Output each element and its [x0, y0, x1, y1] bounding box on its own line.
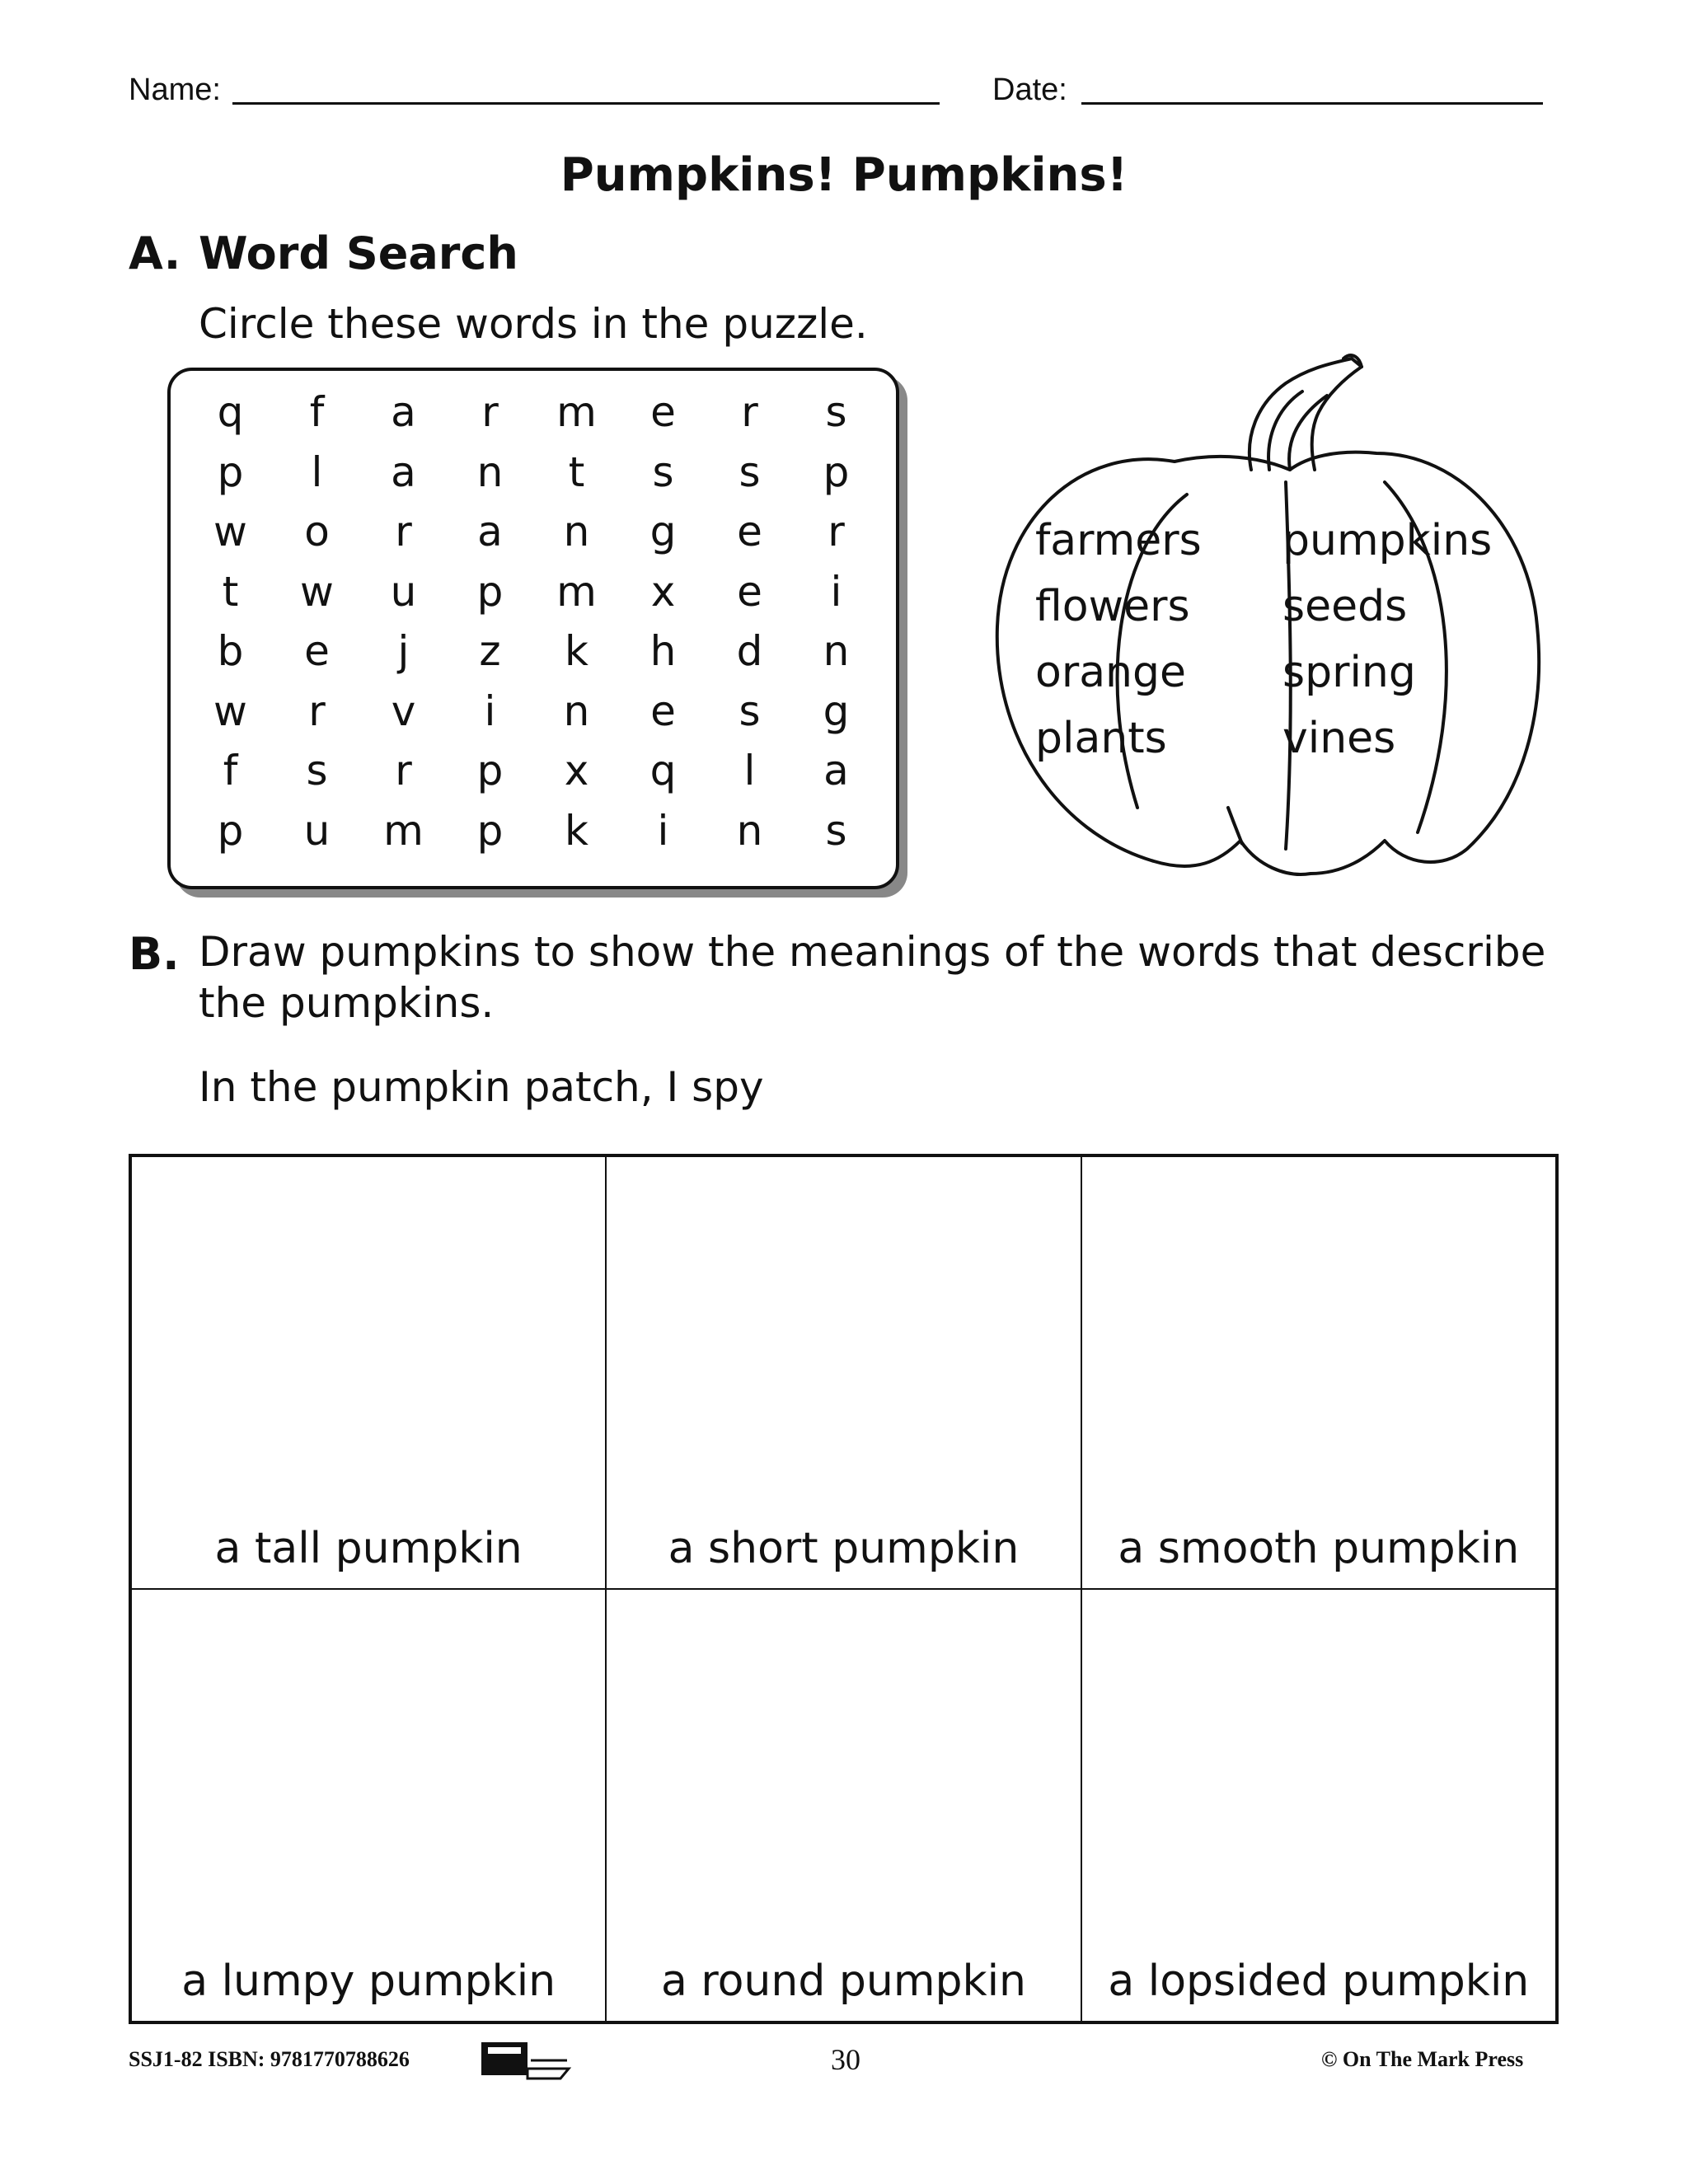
grid-letter[interactable]: x [650, 567, 676, 616]
section-b-instruction-line2: the pumpkins. [199, 979, 495, 1027]
word-list-item: farmers [1035, 516, 1202, 565]
page-number: 30 [831, 2043, 860, 2076]
section-b-instruction-line1: Draw pumpkins to show the meanings of the words that describe [199, 928, 1546, 976]
grid-letter[interactable]: r [828, 508, 845, 556]
grid-letter[interactable]: l [311, 448, 323, 496]
grid-letter[interactable]: x [564, 747, 589, 795]
drawing-box-round[interactable] [606, 1589, 1081, 2022]
grid-letter[interactable]: r [395, 508, 412, 556]
grid-letter[interactable]: p [217, 806, 244, 855]
drawing-box-caption: a lumpy pumpkin [181, 1957, 556, 2006]
word-list-item: spring [1282, 648, 1416, 697]
grid-letter[interactable]: a [391, 388, 416, 437]
word-search-puzzle [167, 368, 899, 889]
word-list-item: flowers [1035, 582, 1190, 631]
grid-letter[interactable]: n [476, 448, 504, 496]
date-label: Date: [992, 73, 1067, 107]
grid-letter[interactable]: m [556, 567, 597, 616]
word-list [1035, 515, 1497, 764]
grid-letter[interactable]: i [830, 567, 842, 616]
grid-letter[interactable]: e [737, 567, 762, 616]
grid-letter[interactable]: n [823, 627, 850, 676]
grid-letter[interactable]: g [823, 687, 850, 735]
grid-letter[interactable]: r [741, 388, 758, 437]
drawing-box-caption: a lopsided pumpkin [1108, 1957, 1530, 2006]
section-a-instruction: Circle these words in the puzzle. [199, 300, 868, 348]
word-list-item: orange [1035, 648, 1187, 697]
grid-letter[interactable]: v [391, 687, 416, 735]
drawing-box-caption: a round pumpkin [660, 1957, 1027, 2006]
drawing-box-tall[interactable] [131, 1156, 606, 1589]
grid-letter[interactable]: s [825, 388, 847, 437]
grid-letter[interactable]: e [737, 508, 762, 556]
section-b-letter: B. [129, 928, 180, 980]
drawing-table [129, 1154, 1559, 2024]
grid-letter[interactable]: b [217, 627, 244, 676]
drawing-box-caption: a short pumpkin [668, 1524, 1020, 1573]
grid-letter[interactable]: p [476, 747, 504, 795]
grid-letter[interactable]: t [568, 448, 585, 496]
grid-letter[interactable]: w [213, 508, 247, 556]
grid-letter[interactable]: p [476, 567, 504, 616]
grid-letter[interactable]: e [650, 687, 676, 735]
grid-letter[interactable]: s [652, 448, 674, 496]
grid-letter[interactable]: f [223, 747, 238, 795]
name-line[interactable] [232, 102, 940, 105]
grid-letter[interactable]: s [738, 448, 761, 496]
drawing-box-smooth[interactable] [1081, 1156, 1556, 1589]
grid-letter[interactable]: q [217, 388, 244, 437]
grid-letter[interactable]: n [563, 687, 590, 735]
grid-letter[interactable]: m [556, 388, 597, 437]
grid-letter[interactable]: r [395, 747, 412, 795]
grid-letter[interactable]: d [736, 627, 763, 676]
page-title: Pumpkins! Pumpkins! [560, 148, 1128, 202]
footer-code: SSJ1-82 ISBN: 9781770788626 [129, 2047, 410, 2071]
grid-letter[interactable]: f [309, 388, 325, 437]
grid-letter[interactable]: t [222, 567, 239, 616]
section-a-heading: Word Search [199, 227, 518, 279]
grid-letter[interactable]: m [383, 806, 424, 855]
drawing-box-caption: a smooth pumpkin [1118, 1524, 1520, 1573]
grid-letter[interactable]: s [738, 687, 761, 735]
grid-letter[interactable]: a [477, 508, 503, 556]
grid-letter[interactable]: a [391, 448, 416, 496]
grid-letter[interactable]: j [397, 627, 410, 676]
grid-letter[interactable]: o [304, 508, 330, 556]
grid-letter[interactable]: w [213, 687, 247, 735]
grid-letter[interactable]: z [479, 627, 501, 676]
word-list-item: pumpkins [1282, 516, 1493, 565]
copier-icon [478, 2036, 577, 2082]
section-a-letter: A. [129, 227, 181, 279]
grid-letter[interactable]: u [390, 567, 417, 616]
grid-letter[interactable]: i [484, 687, 496, 735]
word-list-item: seeds [1282, 582, 1408, 631]
grid-letter[interactable]: w [300, 567, 334, 616]
grid-letter[interactable]: e [650, 388, 676, 437]
grid-letter[interactable]: i [657, 806, 669, 855]
grid-letter[interactable]: p [476, 806, 504, 855]
word-list-item: vines [1282, 714, 1396, 763]
footer-copyright: © On The Mark Press [1321, 2047, 1524, 2071]
grid-letter[interactable]: n [563, 508, 590, 556]
section-b-prompt: In the pumpkin patch, I spy [199, 1063, 764, 1111]
grid-letter[interactable]: p [823, 448, 850, 496]
grid-letter[interactable]: a [823, 747, 849, 795]
letter-grid [187, 382, 879, 860]
drawing-box-short[interactable] [606, 1156, 1081, 1589]
grid-letter[interactable]: n [736, 806, 763, 855]
grid-letter[interactable]: h [649, 627, 677, 676]
grid-letter[interactable]: r [308, 687, 326, 735]
grid-letter[interactable]: u [303, 806, 331, 855]
grid-letter[interactable]: g [649, 508, 677, 556]
word-list-item: plants [1035, 714, 1167, 763]
grid-letter[interactable]: e [304, 627, 330, 676]
date-line[interactable] [1081, 102, 1543, 105]
grid-letter[interactable]: s [825, 806, 847, 855]
grid-letter[interactable]: k [565, 806, 588, 855]
drawing-box-lopsided[interactable] [1081, 1589, 1556, 2022]
grid-letter[interactable]: p [217, 448, 244, 496]
drawing-box-lumpy[interactable] [131, 1589, 606, 2022]
grid-letter[interactable]: l [743, 747, 756, 795]
drawing-box-caption: a tall pumpkin [214, 1524, 523, 1573]
name-label: Name: [129, 73, 221, 107]
grid-letter[interactable]: q [649, 747, 677, 795]
grid-letter[interactable]: s [306, 747, 328, 795]
grid-letter[interactable]: k [565, 627, 588, 676]
grid-letter[interactable]: r [481, 388, 499, 437]
